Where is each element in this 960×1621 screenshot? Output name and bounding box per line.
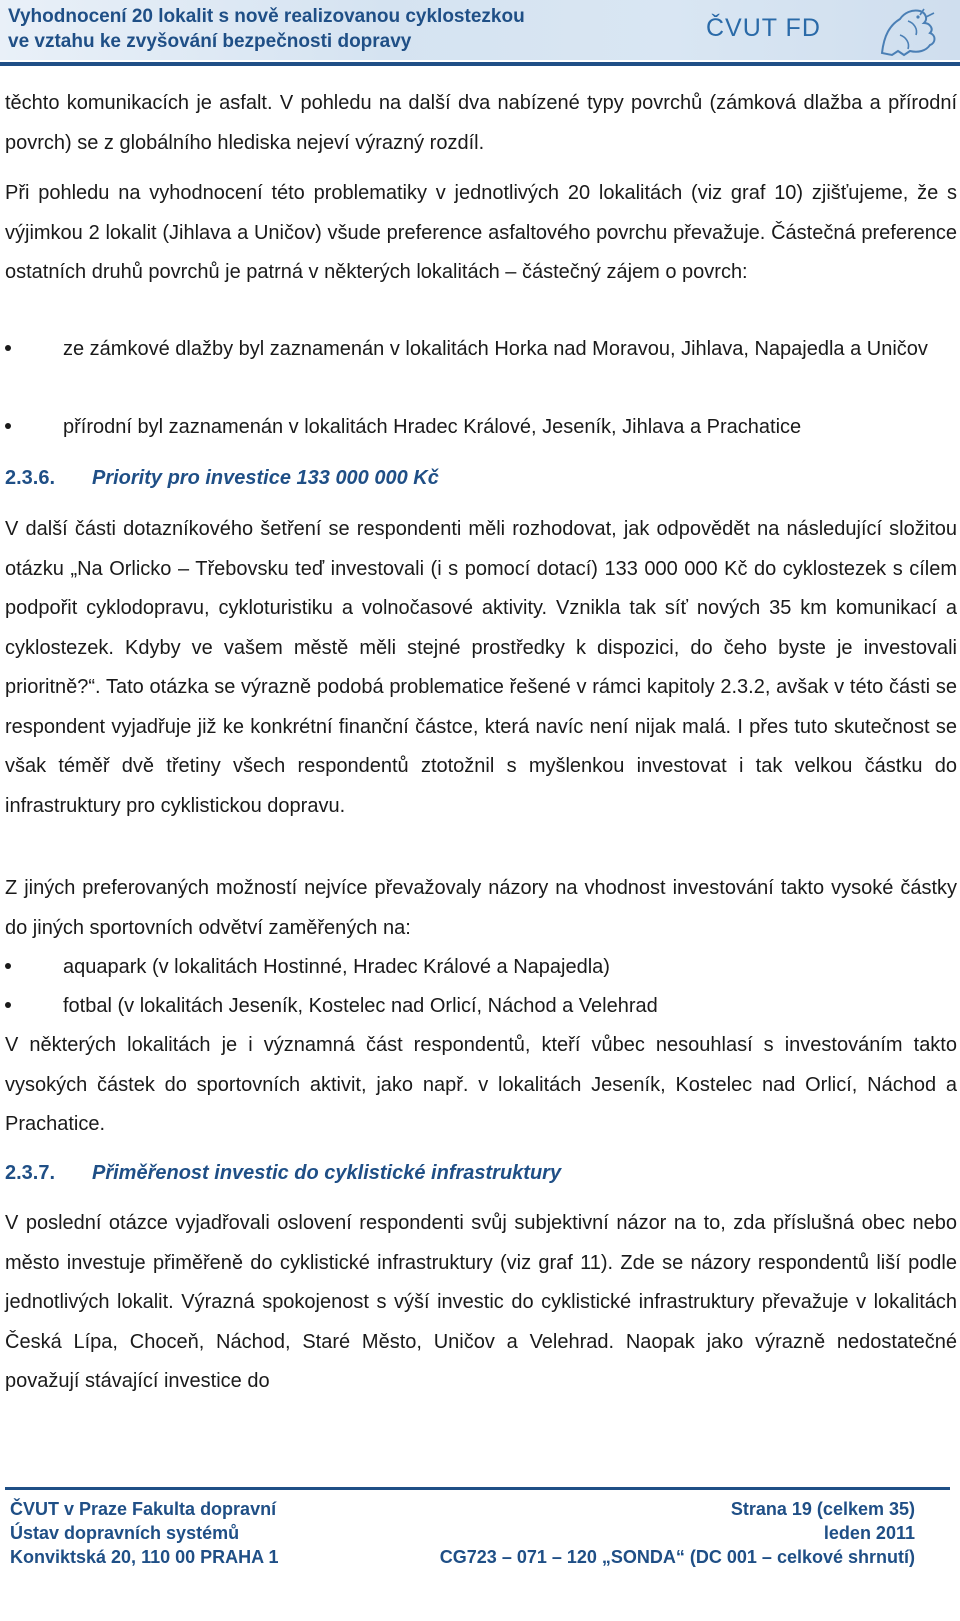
header-rule — [0, 62, 960, 66]
document-title-line2: ve vztahu ke zvyšování bezpečnosti dopravy — [8, 31, 412, 52]
list-item-text: aquapark (v lokalitách Hostinné, Hradec Králové a Napajedla) — [63, 956, 610, 978]
section-heading-2-3-7 — [5, 1159, 561, 1187]
bullet-icon — [5, 963, 11, 969]
paragraph-investment-question: V další části dotazníkového šetření se respondenti měli rozhodovat, jak odpovědět na následující složitou otázku „Na Orlicko – Třebovsku teď investovali (i s pomocí dotací) 133 000 000 Kč do cyklostezek s cílem podpořit cyklodopravu, cykloturistiku a volnočasové aktivity. Vznikla tak síť nových 35 km komunikací a cyklostezek. Kdyby ve vašem městě měli stejné prostředky k dispozici, do čeho byste je investovali prioritně?“. Tato otázka se výrazně podobá problematice řešené v rámci kapitoly 2.3.2, avšak v této části se respondent vyjadřuje již ke konkrétní finanční částce, která navíc není nijak malá. I přes tuto skutečnost se však téměř dvě třetiny všech respondentů ztotožnil s myšlenkou investovat i tak velkou částku do infrastruktury pro cyklistickou dopravu. — [5, 518, 957, 817]
list-item-text: ze zámkové dlažby byl zaznamenán v lokalitách Horka nad Moravou, Jihlava, Napajedla a Uničov — [63, 338, 928, 360]
footer-page-info — [440, 1497, 915, 1569]
section-title: Přiměřenost investic do cyklistické infrastruktury — [92, 1162, 562, 1184]
bullet-icon — [5, 423, 11, 429]
footer-date: leden 2011 — [823, 1523, 915, 1543]
bullet-icon — [5, 1002, 11, 1008]
section-title: Priority pro investice 133 000 000 Kč — [92, 467, 439, 489]
footer-rule — [5, 1487, 950, 1490]
cvut-fd-logo-text: ČVUT FD — [706, 14, 821, 42]
footer-address: Konviktská 20, 110 00 PRAHA 1 — [10, 1547, 279, 1567]
page-number: Strana 19 (celkem 35) — [730, 1499, 915, 1519]
document-title — [8, 4, 525, 54]
section-heading-2-3-6 — [5, 464, 439, 492]
footer-institution — [10, 1497, 278, 1569]
footer-faculty: ČVUT v Praze Fakulta dopravní — [10, 1499, 277, 1519]
section-number: 2.3.7. — [5, 1162, 56, 1184]
paragraph-surface-localities: Při pohledu na vyhodnocení této problematiky v jednotlivých 20 lokalitách (viz graf 10) zjišťujeme, že s výjimkou 2 lokalit (Jihlava a Uničov) všude preference asfaltového povrchu převažuje. Částečná preference ostatních druhů povrchů je patrná v některých lokalitách – částečný zájem o povrch: — [5, 182, 957, 283]
page-header — [0, 0, 960, 70]
paragraph-disagreement: V některých lokalitách je i významná část respondentů, kteří vůbec nesouhlasí s investováním takto vysokých částek do sportovních aktivit, jako např. v lokalitách Jeseník, Kostelec nad Orlicí, Náchod a Prachatice. — [5, 1034, 957, 1135]
list-item-text: přírodní byl zaznamenán v lokalitách Hradec Králové, Jeseník, Jihlava a Prachatice — [63, 416, 802, 438]
paragraph-other-options: Z jiných preferovaných možností nejvíce převažovaly názory na vhodnost investování takto vysoké částky do jiných sportovních odvětví zaměřených na: — [5, 877, 957, 939]
list-item-text: fotbal (v lokalitách Jeseník, Kostelec nad Orlicí, Náchod a Velehrad — [63, 995, 658, 1017]
bullet-icon — [5, 345, 11, 351]
paragraph-investment-adequacy: V poslední otázce vyjadřovali oslovení respondenti svůj subjektivní názor na to, zda příslušná obec nebo město investuje přiměřeně do cyklistické infrastruktury (viz graf 11). Zde se názory respondentů liší podle jednotlivých lokalit. Výrazná spokojenost s výší investic do cyklistické infrastruktury převažuje v lokalitách Česká Lípa, Choceň, Náchod, Staré Město, Uničov a Velehrad. Naopak jako výrazně nedostatečné považují stávající investice do — [5, 1212, 957, 1392]
document-title-line1: Vyhodnocení 20 lokalit s nově realizovanou cyklostezkou — [8, 6, 525, 27]
footer-department: Ústav dopravních systémů — [10, 1523, 240, 1543]
project-code: CG723 – 071 – 120 „SONDA“ (DC 001 – celkové shrnutí) — [439, 1547, 915, 1567]
section-number: 2.3.6. — [5, 467, 56, 489]
lion-emblem-icon — [864, 5, 952, 60]
paragraph-surface-intro: těchto komunikacích je asfalt. V pohledu na další dva nabízené typy povrchů (zámková dlažba a přírodní povrch) se z globálního hlediska nejeví výrazný rozdíl. — [5, 92, 957, 154]
